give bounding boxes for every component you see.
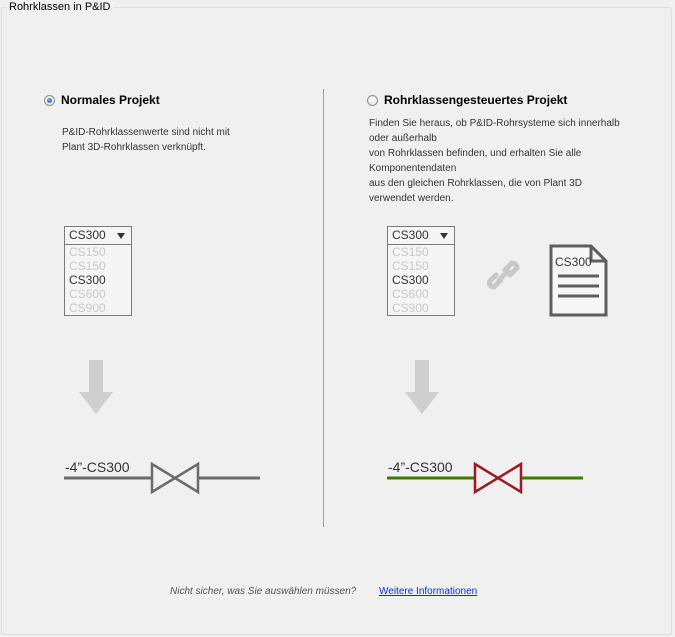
dropdown-normal	[64, 226, 132, 316]
dropdown-option: CS600	[69, 287, 106, 301]
radio-button-checked[interactable]	[44, 95, 55, 106]
more-info-link[interactable]: Weitere Informationen	[379, 586, 478, 597]
line-label-spec-driven: -4”-CS300	[388, 459, 453, 475]
dropdown-spec-driven	[387, 226, 455, 316]
dropdown-header	[65, 227, 131, 245]
dropdown-option-selected: CS300	[69, 273, 106, 287]
radio-button-unchecked[interactable]	[367, 95, 378, 106]
dropdown-option: CS150	[392, 259, 429, 273]
chevron-down-icon	[440, 233, 448, 239]
dropdown-option: CS600	[392, 287, 429, 301]
valve-icon	[152, 464, 198, 492]
valve-icon	[475, 464, 521, 492]
down-arrow-icon	[79, 360, 113, 414]
link-icon	[487, 258, 521, 294]
chevron-down-icon	[117, 233, 125, 239]
pipe-line-normal	[63, 460, 263, 496]
document-label: CS300	[555, 255, 592, 269]
dropdown-option: CS900	[69, 301, 106, 315]
dropdown-option: CS150	[69, 259, 106, 273]
down-arrow-icon	[405, 360, 439, 414]
dropdown-option: CS900	[392, 301, 429, 315]
vertical-divider	[323, 89, 324, 527]
description-normal: P&ID-Rohrklassenwerte sind nicht mit Plant 3D-Rohrklassen verknüpft.	[62, 127, 230, 153]
radio-normales-projekt[interactable]	[44, 93, 160, 107]
dropdown-header	[388, 227, 454, 245]
dropdown-selected-value: CS300	[392, 228, 429, 242]
description-spec-driven: Finden Sie heraus, ob P&ID-Rohrsysteme sich innerhalb oder außerhalb von Rohrklassen befinden, und erhalten Sie alle Komponentendaten aus den gleichen Rohrklassen, die von Plant 3D verwendet werden.	[369, 118, 620, 204]
dropdown-selected-value: CS300	[69, 228, 106, 242]
radio-label-normal: Normales Projekt	[61, 93, 160, 107]
help-question: Nicht sicher, was Sie auswählen müssen?	[170, 586, 357, 597]
dropdown-option-selected: CS300	[392, 273, 429, 287]
line-label-normal: -4”-CS300	[65, 459, 130, 475]
dropdown-option: CS150	[69, 245, 106, 259]
group-title: Rohrklassen in P&ID	[6, 0, 114, 14]
pipe-line-spec-driven	[386, 460, 586, 496]
radio-label-spec-driven: Rohrklassengesteuertes Projekt	[384, 93, 568, 107]
dropdown-option: CS150	[392, 245, 429, 259]
radio-rohrklassengesteuertes-projekt[interactable]	[367, 93, 567, 107]
